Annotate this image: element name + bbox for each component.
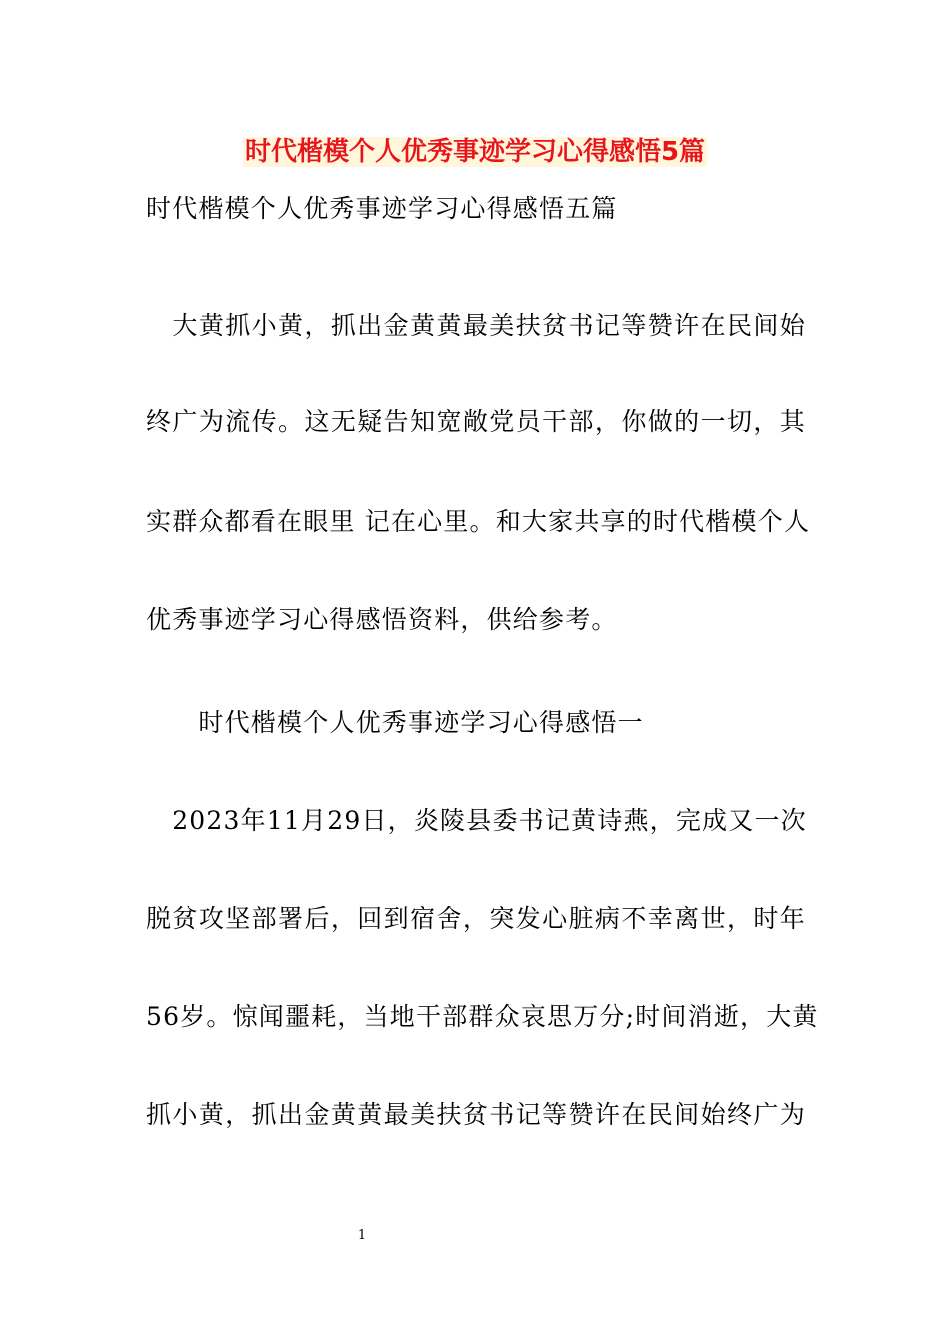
paragraph-line: 优秀事迹学习心得感悟资料，供给参考。 bbox=[146, 605, 618, 634]
section-heading: 时代楷模个人优秀事迹学习心得感悟一 bbox=[146, 708, 644, 737]
page-number: 1 bbox=[357, 1228, 367, 1243]
paragraph-line: 56岁。惊闻噩耗，当地干部群众哀思万分;时间消逝，大黄 bbox=[146, 1002, 819, 1031]
paragraph-line: 终广为流传。这无疑告知宽敞党员干部，你做的一切，其 bbox=[146, 407, 806, 436]
paragraph-line: 脱贫攻坚部署后，回到宿舍，突发心脏病不幸离世，时年 bbox=[146, 904, 806, 933]
paragraph-line: 实群众都看在眼里 记在心里。和大家共享的时代楷模个人 bbox=[146, 507, 811, 536]
document-title bbox=[0, 130, 950, 174]
paragraph-line: 2023年11月29日，炎陵县委书记黄诗燕，完成又一次 bbox=[146, 806, 807, 835]
paragraph-line: 抓小黄，抓出金黄黄最美扶贫书记等赞许在民间始终广为 bbox=[146, 1100, 806, 1129]
document-subtitle: 时代楷模个人优秀事迹学习心得感悟五篇 bbox=[146, 194, 618, 223]
paragraph-line: 大黄抓小黄，抓出金黄黄最美扶贫书记等赞许在民间始 bbox=[146, 311, 806, 340]
title-text: 时代楷模个人优秀事迹学习心得感悟5篇 bbox=[244, 137, 706, 167]
